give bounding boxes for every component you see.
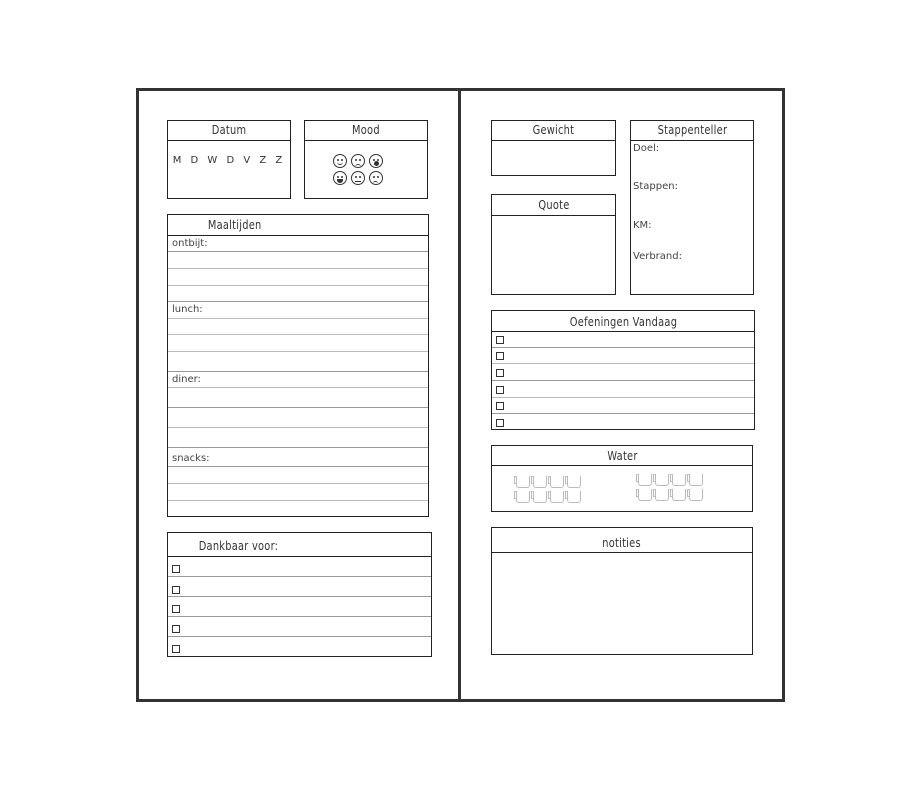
exercise-checkbox[interactable]	[496, 369, 504, 377]
water-glass-icon[interactable]	[550, 476, 564, 488]
exercise-checkbox[interactable]	[496, 336, 504, 344]
dankbaar-box	[167, 532, 432, 657]
water-glasses-group	[516, 476, 586, 506]
water-glass-icon[interactable]	[516, 476, 530, 488]
water-glass-icon[interactable]	[533, 476, 547, 488]
gratitude-checkbox[interactable]	[172, 645, 180, 653]
maaltijden-title: Maaltijden	[207, 218, 262, 232]
mood-title: Mood	[352, 123, 380, 137]
datum-box	[167, 120, 291, 199]
gratitude-checkbox[interactable]	[172, 625, 180, 633]
laughing-face-icon[interactable]	[333, 171, 347, 185]
water-glass-icon[interactable]	[567, 491, 581, 503]
water-glass-icon[interactable]	[516, 491, 530, 503]
mood-box	[304, 120, 428, 199]
datum-title: Datum	[211, 123, 247, 137]
annoyed-face-icon[interactable]	[369, 171, 383, 185]
water-glass-icon[interactable]	[672, 489, 686, 501]
water-glass-icon[interactable]	[672, 474, 686, 486]
water-title: Water	[606, 449, 638, 463]
exercise-checkbox[interactable]	[496, 352, 504, 360]
water-glass-icon[interactable]	[638, 489, 652, 501]
lunch-label: lunch:	[172, 304, 203, 315]
water-box	[491, 445, 753, 512]
gratitude-checkbox[interactable]	[172, 565, 180, 573]
gratitude-checkbox[interactable]	[172, 586, 180, 594]
dankbaar-title: Dankbaar voor:	[198, 539, 279, 553]
gewicht-title: Gewicht	[532, 123, 575, 137]
quote-box	[491, 194, 616, 295]
surprised-face-icon[interactable]	[369, 154, 383, 168]
gewicht-box	[491, 120, 616, 176]
oefeningen-box	[491, 310, 755, 430]
exercise-checkbox[interactable]	[496, 402, 504, 410]
doel-label: Doel:	[633, 143, 660, 154]
stappen-label: Stappen:	[633, 181, 678, 192]
water-glass-icon[interactable]	[550, 491, 564, 503]
weekday-letters[interactable]: M D W D V Z Z	[172, 155, 286, 166]
water-glass-icon[interactable]	[655, 489, 669, 501]
water-glass-icon[interactable]	[689, 474, 703, 486]
exercise-checkbox[interactable]	[496, 419, 504, 427]
exercise-checkbox[interactable]	[496, 386, 504, 394]
water-glass-icon[interactable]	[689, 489, 703, 501]
km-label: KM:	[633, 220, 652, 231]
oefeningen-title: Oefeningen Vandaag	[569, 315, 677, 329]
stappenteller-box	[630, 120, 754, 295]
water-glasses-group	[638, 474, 708, 504]
happy-face-icon[interactable]	[333, 154, 347, 168]
neutral-face-icon[interactable]	[351, 171, 365, 185]
snacks-label: snacks:	[172, 453, 210, 464]
stappenteller-title: Stappenteller	[657, 123, 727, 137]
sad-face-icon[interactable]	[351, 154, 365, 168]
verbrand-label: Verbrand:	[633, 251, 682, 262]
ontbijt-label: ontbijt:	[172, 238, 208, 249]
water-glass-icon[interactable]	[655, 474, 669, 486]
water-glass-icon[interactable]	[533, 491, 547, 503]
notities-title: notities	[602, 536, 642, 550]
gratitude-checkbox[interactable]	[172, 605, 180, 613]
quote-title: Quote	[537, 198, 570, 212]
diner-label: diner:	[172, 374, 201, 385]
maaltijden-box	[167, 214, 429, 517]
water-glass-icon[interactable]	[638, 474, 652, 486]
water-glass-icon[interactable]	[567, 476, 581, 488]
notities-box[interactable]	[491, 527, 753, 655]
